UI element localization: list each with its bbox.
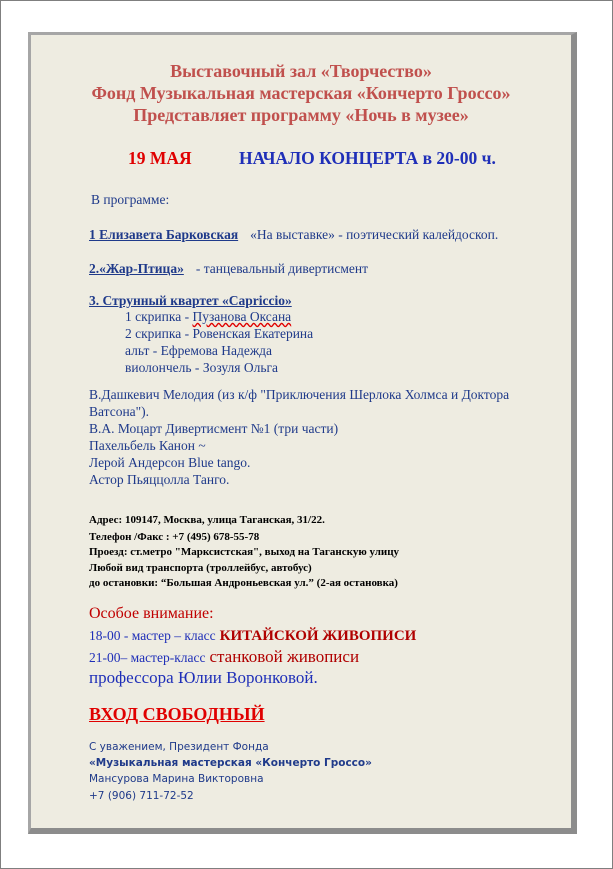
quartet-name: Зозуля Ольга [202,360,279,375]
program-work: В.Дашкевич Мелодия (из к/ф "Приключения Шерлока Холмса и Доктора [89,387,510,402]
master-class-2-topic: станковой живописи [209,647,360,666]
transport-line: Любой вид транспорта (троллейбус, автобус) [89,562,312,574]
program-work: Ватсона"). [89,404,150,419]
master-class-1-topic: КИТАЙСКОЙ ЖИВОПИСИ [219,628,417,644]
program-item-2-desc: - танцевальный дивертисмент [195,261,369,276]
header-line-3: Представляет программу «Ночь в музее» [133,105,469,125]
quartet-name: Ровенская Екатерина [192,326,314,341]
program-work: Лерой Андерсон Blue tango. [89,455,251,470]
program-item-3-title: 3. Струнный квартет «Capriccio» [89,293,292,308]
quartet-member [125,360,278,376]
program-work: В.А. Моцарт Дивертисмент №1 (три части) [89,421,339,436]
header-line-1: Выставочный зал «Творчество» [170,61,432,81]
signature-foundation: «Музыкальная мастерская «Кончерто Гроссо» [89,757,372,769]
program-item-2-title: 2.«Жар-Птица» [89,261,184,276]
free-entry-notice: ВХОД СВОБОДНЫЙ [89,704,265,724]
master-class-2 [89,647,359,667]
special-heading: Особое внимание: [89,605,214,622]
concert-start-time: НАЧАЛО КОНЦЕРТА в 20-00 ч. [239,148,496,168]
master-class-1 [89,627,416,645]
quartet-member [125,343,272,359]
bus-stop-line: до остановки: “Большая Андроньевская ул.” (2-ая остановка) [89,577,398,589]
quartet-member [125,309,291,325]
quartet-role: 2 скрипка - [125,326,193,341]
program-item-1-title: 1 Елизавета Барковская [89,227,239,242]
quartet-role: виолончель - [125,360,203,375]
quartet-member [125,326,313,342]
quartet-name: Пузанова Оксана [192,309,292,324]
program-item-1 [89,226,498,244]
quartet-role: альт - [125,343,161,358]
master-class-1-time: 18-00 - мастер – класс [89,628,216,643]
program-item-1-desc: «На выставке» - поэтический калейдоскоп. [250,227,499,242]
signature-name: Мансурова Марина Викторовна [89,773,264,785]
address-line: Адрес: 109147, Москва, улица Таганская, 31/22. [89,514,325,526]
directions-line: Проезд: ст.метро "Марксистская", выход на Таганскую улицу [89,546,400,558]
program-work: Пахельбель Канон ~ [89,438,206,453]
professor-name-end: . [313,668,318,687]
header-line-2: Фонд Музыкальная мастерская «Кончерто Гроссо» [91,83,511,103]
program-item-3 [89,292,292,310]
master-class-2-time: 21-00– мастер-класс [89,650,206,665]
document-page [28,32,577,834]
signature-phone: +7 (906) 711-72-52 [89,790,194,802]
phone-line: Телефон /Факс : +7 (495) 678-55-78 [89,531,260,543]
concert-date: 19 МАЯ [128,148,192,168]
quartet-role: 1 скрипка - [125,309,193,324]
program-heading: В программе: [91,192,170,207]
program-item-2 [89,260,368,278]
master-class-2-professor [89,668,318,688]
quartet-name: Ефремова Надежда [160,343,273,358]
professor-name: профессора Юлии Воронковой [89,668,314,687]
program-work: Астор Пьяццолла Танго. [89,472,230,487]
signature-line-1: С уважением, Президент Фонда [89,741,269,753]
